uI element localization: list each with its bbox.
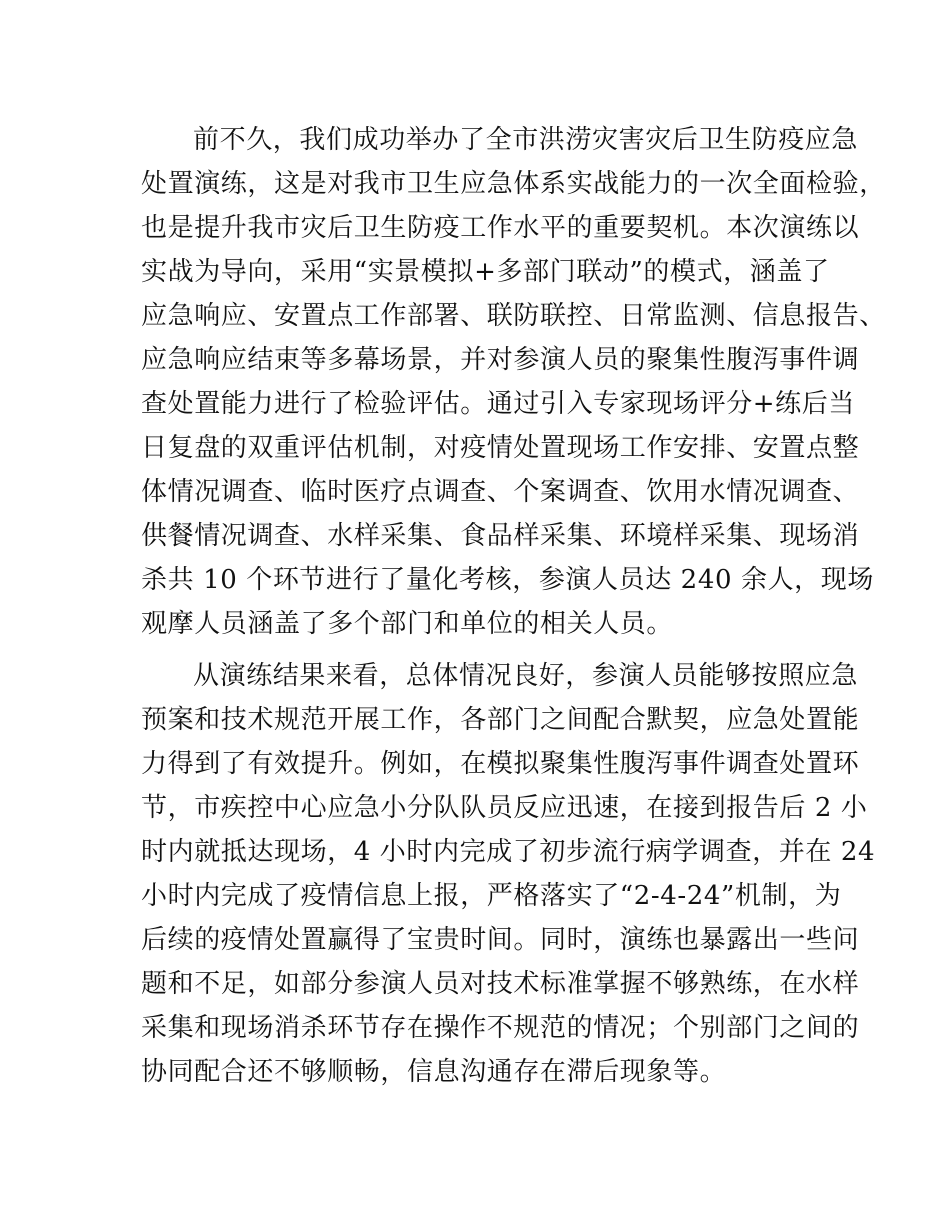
text-line: 观摩人员涵盖了多个部门和单位的相关人员。 bbox=[141, 609, 674, 639]
text-line: 应急响应结束等多幕场景，并对参演人员的聚集性腹泻事件调 bbox=[141, 345, 860, 375]
text-line: 从演练结果来看，总体情况良好，参演人员能够按照应急 bbox=[193, 661, 859, 691]
text-line: 体情况调查、临时医疗点调查、个案调查、饮用水情况调查、 bbox=[141, 477, 860, 507]
text-line: 题和不足，如部分参演人员对技术标准掌握不够熟练，在水样 bbox=[141, 969, 860, 999]
text-line: 实战为导向，采用“实景模拟+多部门联动”的模式，涵盖了 bbox=[141, 257, 830, 287]
text-line: 采集和现场消杀环节存在操作不规范的情况；个别部门之间的 bbox=[141, 1013, 860, 1043]
text-line: 处置演练，这是对我市卫生应急体系实战能力的一次全面检验， bbox=[141, 169, 886, 199]
text-line: 后续的疫情处置赢得了宝贵时间。同时，演练也暴露出一些问 bbox=[141, 925, 860, 955]
text-line: 日复盘的双重评估机制，对疫情处置现场工作安排、安置点整 bbox=[141, 433, 860, 463]
text-line: 供餐情况调查、水样采集、食品样采集、环境样采集、现场消 bbox=[141, 521, 860, 551]
text-line: 时内就抵达现场，4 小时内完成了初步流行病学调查，并在 24 bbox=[141, 837, 876, 867]
text-line: 也是提升我市灾后卫生防疫工作水平的重要契机。本次演练以 bbox=[141, 213, 860, 243]
text-line: 小时内完成了疫情信息上报，严格落实了“2-4-24”机制，为 bbox=[141, 881, 842, 911]
text-line: 力得到了有效提升。例如，在模拟聚集性腹泻事件调查处置环 bbox=[141, 749, 860, 779]
text-line: 应急响应、安置点工作部署、联防联控、日常监测、信息报告、 bbox=[141, 301, 886, 331]
text-line: 前不久，我们成功举办了全市洪涝灾害灾后卫生防疫应急 bbox=[193, 125, 859, 155]
text-line: 预案和技术规范开展工作，各部门之间配合默契，应急处置能 bbox=[141, 705, 860, 735]
text-line: 杀共 10 个环节进行了量化考核，参演人员达 240 余人，现场 bbox=[141, 565, 874, 595]
text-line: 协同配合还不够顺畅，信息沟通存在滞后现象等。 bbox=[141, 1057, 727, 1087]
text-line: 查处置能力进行了检验评估。通过引入专家现场评分+练后当 bbox=[141, 389, 855, 419]
text-line: 节，市疾控中心应急小分队队员反应迅速，在接到报告后 2 小 bbox=[141, 793, 868, 823]
